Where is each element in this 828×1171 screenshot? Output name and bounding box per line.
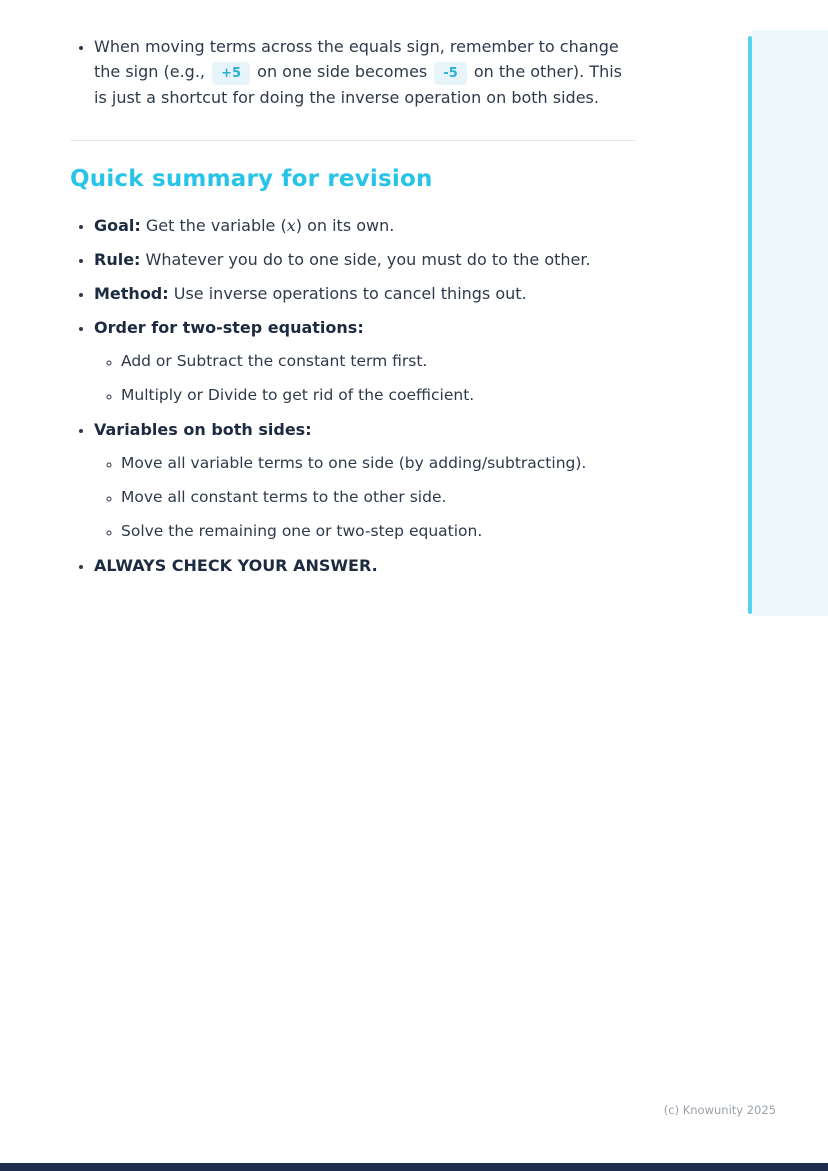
item-text: Multiply or Divide to get rid of the coefficient. bbox=[121, 386, 475, 404]
list-item bbox=[94, 213, 636, 238]
list-item bbox=[94, 315, 636, 408]
intro-text-3: on the other). This is just a shortcut for doing the inverse operation on both sides. bbox=[94, 62, 622, 107]
item-label: Variables on both sides: bbox=[94, 420, 312, 439]
list-item bbox=[121, 349, 636, 374]
item-label: ALWAYS CHECK YOUR ANSWER. bbox=[94, 556, 378, 575]
minus-five-badge: -5 bbox=[434, 62, 466, 85]
list-item bbox=[121, 485, 636, 510]
sub-list bbox=[94, 451, 636, 544]
list-item bbox=[94, 34, 636, 110]
list-item bbox=[121, 383, 636, 408]
item-text: Move all constant terms to the other side. bbox=[121, 488, 447, 506]
item-label: Goal: bbox=[94, 216, 141, 235]
list-item bbox=[121, 519, 636, 544]
item-text: Solve the remaining one or two-step equation. bbox=[121, 522, 483, 540]
plus-five-badge: +5 bbox=[212, 62, 250, 85]
item-text: Move all variable terms to one side (by adding/subtracting). bbox=[121, 454, 587, 472]
intro-bullet-list bbox=[70, 34, 636, 110]
section-heading: Quick summary for revision bbox=[70, 166, 433, 192]
bottom-accent-bar bbox=[0, 1163, 828, 1171]
item-label: Order for two-step equations: bbox=[94, 318, 364, 337]
item-text: Use inverse operations to cancel things out. bbox=[173, 284, 527, 303]
summary-list bbox=[70, 213, 636, 578]
document-content bbox=[70, 34, 636, 587]
list-item bbox=[94, 417, 636, 544]
intro-text-2: on one side becomes bbox=[257, 62, 428, 81]
copyright-credit: (c) Knowunity 2025 bbox=[663, 1103, 776, 1117]
item-label: Rule: bbox=[94, 250, 141, 269]
list-item bbox=[121, 451, 636, 476]
list-item bbox=[94, 553, 636, 578]
item-text: Get the variable ( bbox=[145, 216, 287, 235]
intro-text-1: When moving terms across the equals sign, remember to change the sign (e.g., bbox=[94, 37, 619, 81]
item-text: Whatever you do to one side, you must do to the other. bbox=[145, 250, 591, 269]
math-variable-x: x bbox=[286, 216, 296, 235]
item-text: ) on its own. bbox=[295, 216, 395, 235]
sub-list bbox=[94, 349, 636, 408]
list-item bbox=[94, 281, 636, 306]
item-label: Method: bbox=[94, 284, 169, 303]
list-item bbox=[94, 247, 636, 272]
right-margin-panel bbox=[752, 30, 828, 616]
item-text: Add or Subtract the constant term first. bbox=[121, 352, 428, 370]
right-accent-line bbox=[748, 36, 752, 614]
section-divider bbox=[70, 140, 636, 141]
